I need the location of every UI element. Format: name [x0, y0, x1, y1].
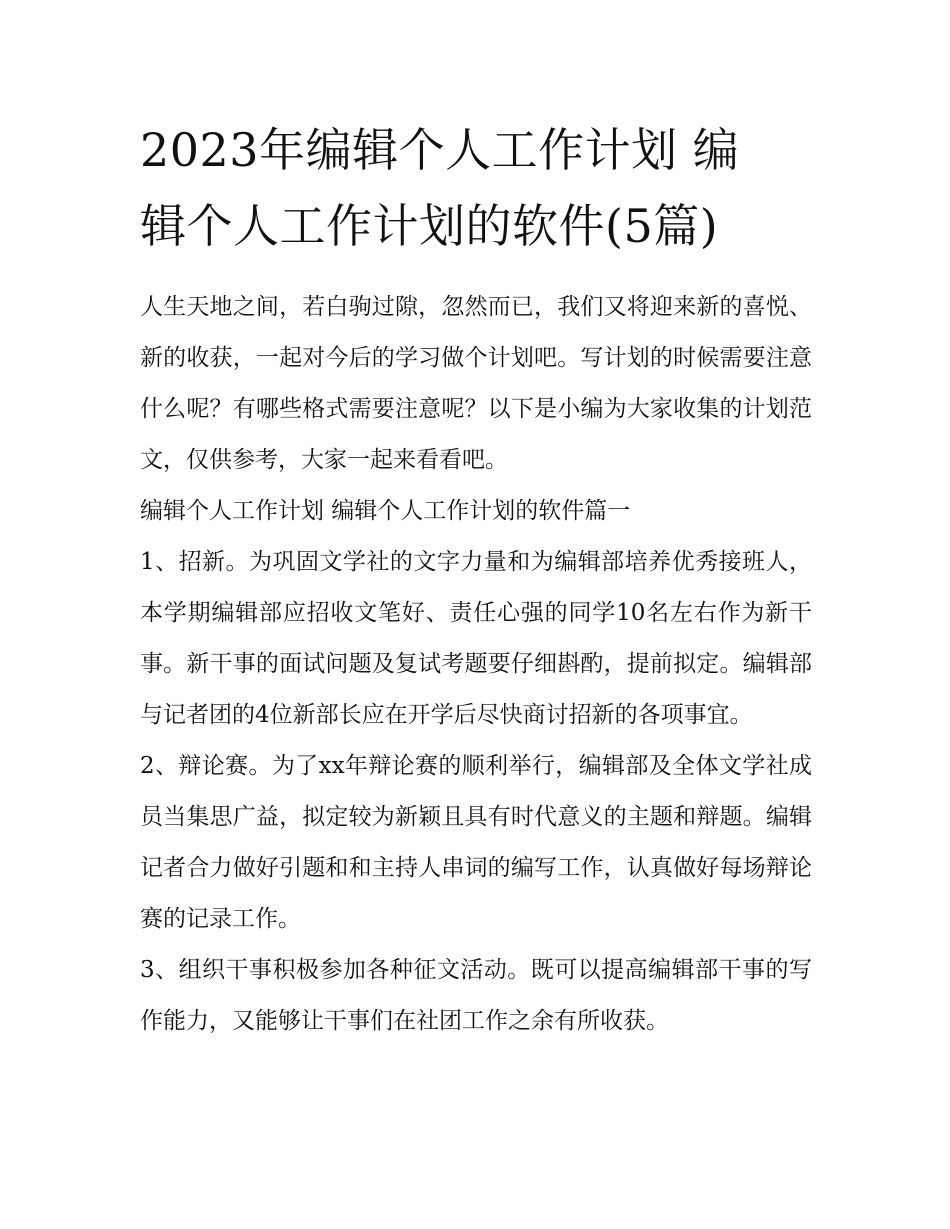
title-line-1: 2023年编辑个人工作计划 编 [140, 123, 740, 177]
section-heading: 编辑个人工作计划 编辑个人工作计划的软件篇一 [140, 498, 631, 524]
document-title [140, 112, 812, 264]
intro-paragraph: 人生天地之间，若白驹过隙，忽然而已，我们又将迎来新的喜悦、新的收获，一起对今后的学习做个计划吧。写计划的时候需要注意什么呢？有哪些格式需要注意呢？以下是小编为大家收集的计划范文，仅供参考，大家一起来看看吧。 [140, 294, 812, 473]
list-item-1: 1、招新。为巩固文学社的文字力量和为编辑部培养优秀接班人，本学期编辑部应招收文笔好、责任心强的同学10名左右作为新干事。新干事的面试问题及复试考题要仔细斟酌，提前拟定。编辑部与记者团的4位新部长应在开学后尽快商讨招新的各项事宜。 [140, 549, 812, 728]
title-line-2: 辑个人工作计划的软件(5篇) [140, 199, 719, 253]
list-item-3: 3、组织干事积极参加各种征文活动。既可以提高编辑部干事的写作能力，又能够让干事们在社团工作之余有所收获。 [140, 957, 812, 1034]
document-body [140, 282, 812, 1047]
list-item-2: 2、辩论赛。为了xx年辩论赛的顺利举行，编辑部及全体文学社成员当集思广益，拟定较为新颖且具有时代意义的主题和辩题。编辑记者合力做好引题和和主持人串词的编写工作，认真做好每场辩论赛的记录工作。 [140, 753, 812, 932]
document-page [140, 112, 812, 1047]
